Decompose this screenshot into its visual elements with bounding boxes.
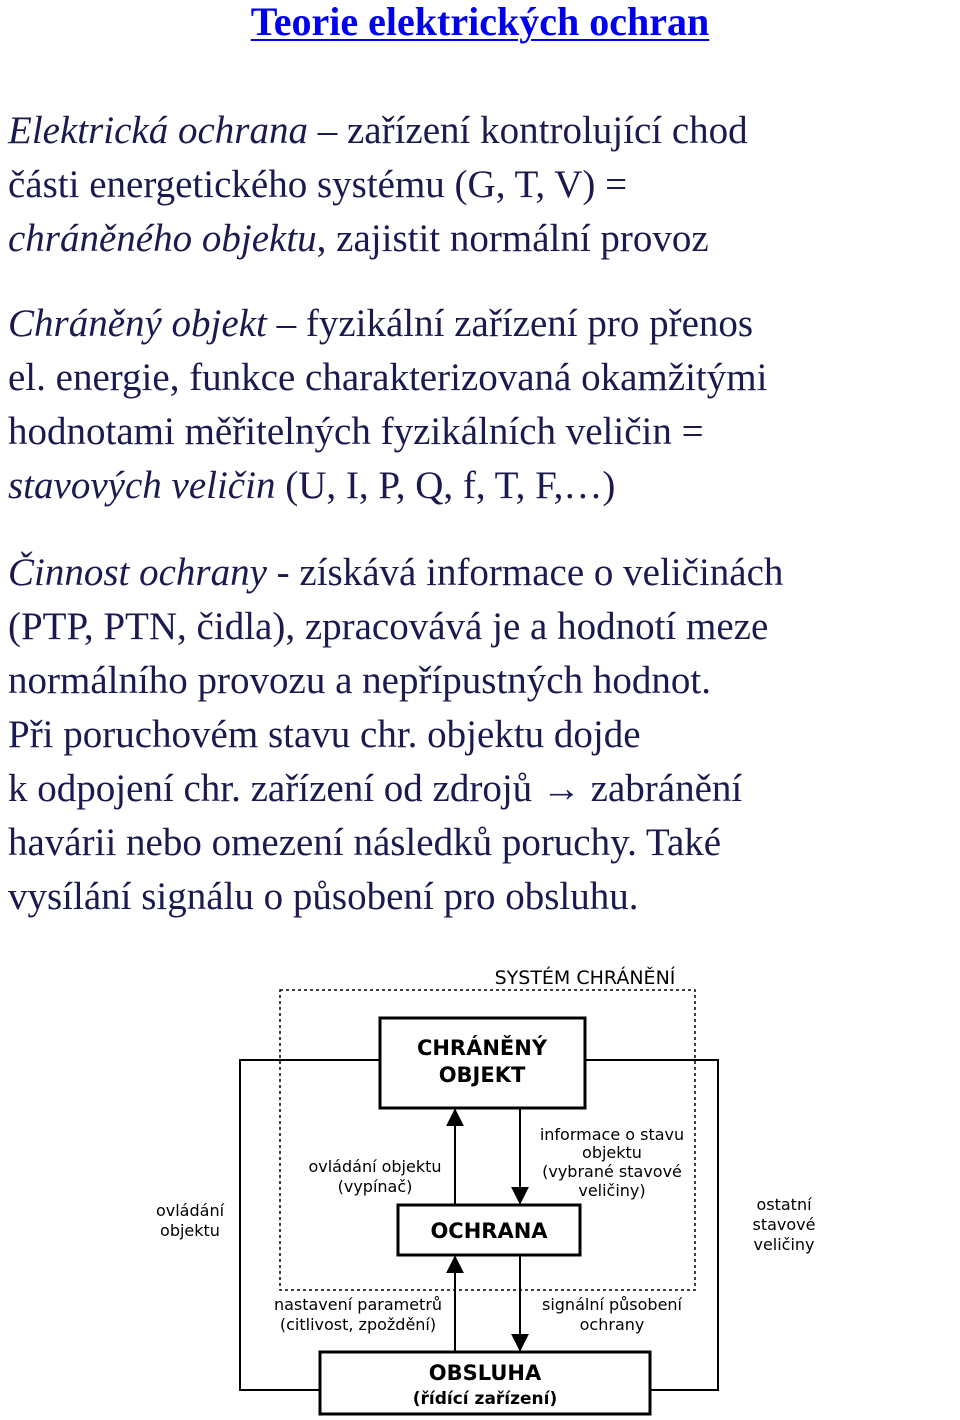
paragraph-protection-activity	[8, 546, 958, 924]
protected-object-label-2: OBJEKT	[438, 1063, 526, 1087]
system-label: SYSTÉM CHRÁNĚNÍ	[494, 967, 676, 989]
control-object-label-2: (vypínač)	[337, 1177, 413, 1196]
paragraph-line: k odpojení chr. zařízení od zdrojů → zabránění	[8, 767, 743, 810]
term-protected-object-genitive: chráněného objektu	[8, 217, 317, 260]
paragraph-protected-object	[8, 297, 958, 513]
term-electric-protection: Elektrická ochrana	[8, 109, 308, 152]
info-state-label-3: (vybrané stavové	[542, 1162, 682, 1181]
paragraph-line: vysílání signálu o působení pro obsluhu.	[8, 875, 639, 918]
paragraph-line: (PTP, PTN, čidla), zpracovává je a hodnotí meze	[8, 605, 769, 648]
other-vars-label-2: stavové	[752, 1215, 816, 1234]
text-segment: – zařízení kontrolující chod	[307, 109, 748, 152]
left-control-line	[240, 1060, 380, 1390]
paragraph-line: hodnotami měřitelných fyzikálních veličin =	[8, 410, 704, 453]
paragraph-line	[8, 459, 958, 513]
text-segment: (U, I, P, Q, f, T, F,…)	[275, 464, 616, 507]
term-protection-activity: Činnost ochrany	[8, 551, 267, 594]
operator-label: OBSLUHA	[428, 1361, 542, 1385]
paragraph-line: el. energie, funkce charakterizovaná okamžitými	[8, 356, 768, 399]
paragraph-line	[8, 297, 958, 351]
signal-action-label-2: ochrany	[579, 1315, 645, 1334]
paragraph-line: havárii nebo omezení následků poruchy. Také	[8, 821, 722, 864]
other-vars-label-3: veličiny	[753, 1235, 815, 1254]
info-state-label-1: informace o stavu	[539, 1125, 685, 1144]
control-left-label-1: ovládání	[155, 1201, 225, 1220]
right-variables-line	[585, 1060, 718, 1390]
other-vars-label-1: ostatní	[756, 1195, 812, 1214]
text-segment: , zajistit normální provoz	[316, 217, 709, 260]
protected-object-label-1: CHRÁNĚNÝ	[416, 1036, 548, 1060]
paragraph-line: Při poruchovém stavu chr. objektu dojde	[8, 713, 641, 756]
paragraph-line	[8, 104, 958, 158]
paragraph-electric-protection	[8, 104, 958, 266]
text-segment: - získává informace o veličinách	[266, 551, 784, 594]
term-state-variables: stavových veličin	[8, 464, 276, 507]
paragraph-line: normálního provozu a nepřípustných hodnot.	[8, 659, 711, 702]
protection-label: OCHRANA	[430, 1219, 548, 1243]
paragraph-line: části energetického systému (G, T, V) =	[8, 163, 628, 206]
control-object-label-1: ovládání objektu	[308, 1157, 442, 1176]
info-state-label-4: veličiny)	[578, 1181, 646, 1200]
page-title: Teorie elektrických ochran	[250, 0, 710, 44]
operator-sublabel: (řídící zařízení)	[412, 1389, 558, 1409]
control-left-label-2: objektu	[160, 1221, 220, 1240]
param-setting-label-1: nastavení parametrů	[273, 1295, 443, 1314]
param-setting-label-2: (citlivost, zpoždění)	[279, 1315, 437, 1334]
paragraph-line	[8, 546, 958, 600]
text-segment: – fyzikální zařízení pro přenos	[266, 302, 754, 345]
protection-system-diagram	[0, 960, 960, 1420]
signal-action-label-1: signální působení	[541, 1295, 683, 1314]
term-protected-object: Chráněný objekt	[8, 302, 267, 345]
info-state-label-2: objektu	[582, 1143, 642, 1162]
paragraph-line	[8, 212, 958, 266]
